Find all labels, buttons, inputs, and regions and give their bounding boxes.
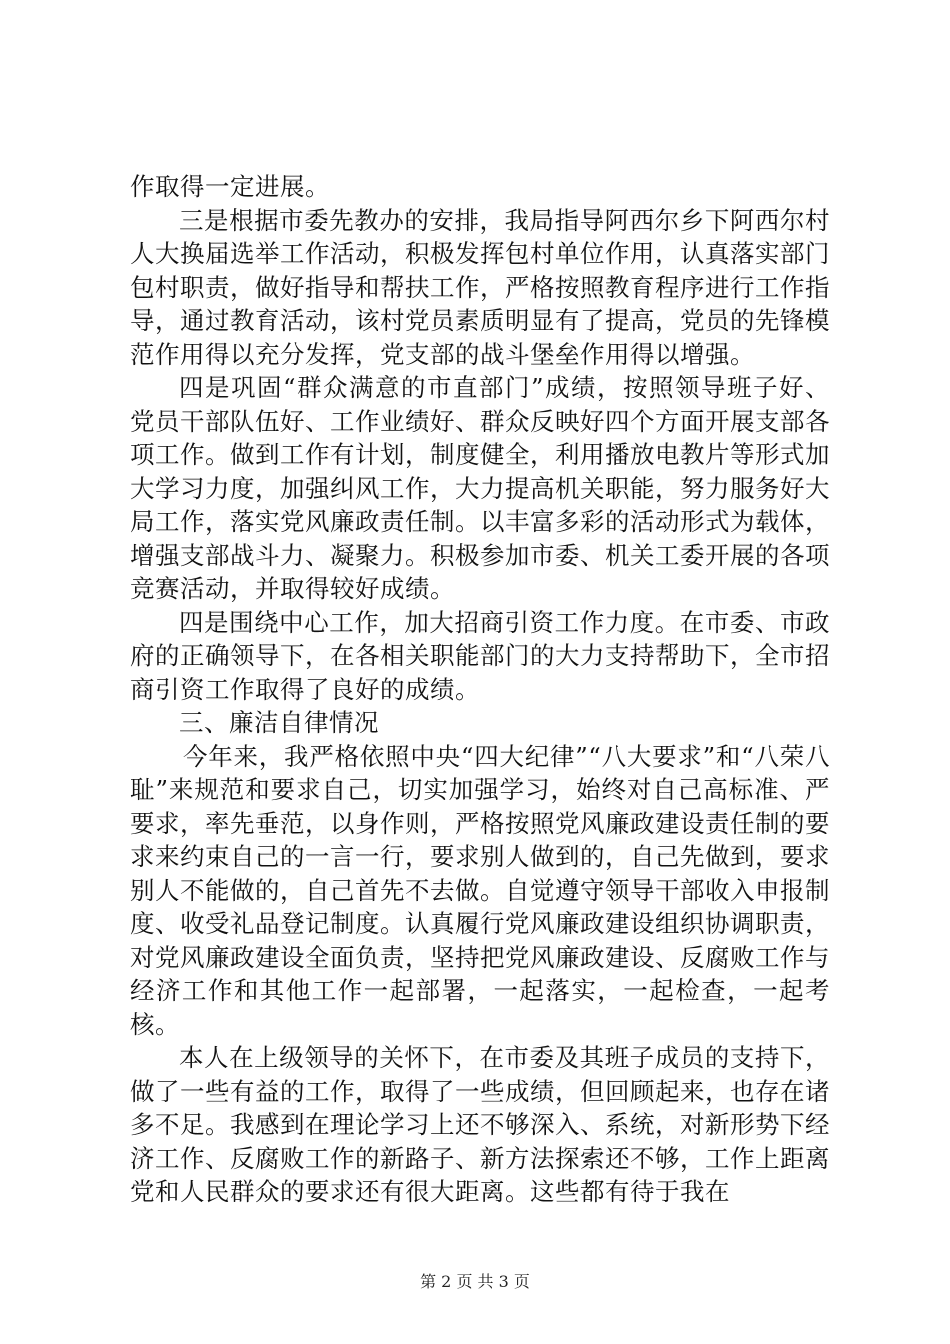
- paragraph-self-discipline: 今年来，我严格依照中央“四大纪律”“八大要求”和“八荣八耻”来规范和要求自己，切实加强学习，始终对自己高标准、严要求，率先垂范，以身作则，严格按照党风廉政建设责任制的要求来约束自己的一言一行，要求别人做到的，自己先做到，要求别人不能做的，自己首先不去做。自觉遵守领导干部收入申报制度、收受礼品登记制度。认真履行党风廉政建设组织协调职责，对党风廉政建设全面负责，坚持把党风廉政建设、反腐败工作与经济工作和其他工作一起部署，一起落实，一起检查，一起考核。: [130, 741, 830, 1039]
- document-body: [130, 170, 830, 1209]
- paragraph-item-four-b: 四是围绕中心工作，加大招商引资工作力度。在市委、市政府的正确领导下，在各相关职能部门的大力支持帮助下，全市招商引资工作取得了良好的成绩。: [130, 607, 830, 704]
- paragraph-summary: 本人在上级领导的关怀下，在市委及其班子成员的支持下，做了一些有益的工作，取得了一些成绩，但回顾起来，也存在诸多不足。我感到在理论学习上还不够深入、系统，对新形势下经济工作、反腐败工作的新路子、新方法探索还不够，工作上距离党和人民群众的要求还有很大距离。这些都有待于我在: [130, 1043, 830, 1206]
- page-footer: 第 2 页 共 3 页: [420, 1272, 530, 1291]
- section-heading: 三、廉洁自律情况: [179, 708, 379, 737]
- paragraph-item-three: 三是根据市委先教办的安排，我局指导阿西尔乡下阿西尔村人大换届选举工作活动，积极发挥包村单位作用，认真落实部门包村职责，做好指导和帮扶工作，严格按照教育程序进行工作指导，通过教育活动，该村党员素质明显有了提高，党员的先锋模范作用得以充分发挥，党支部的战斗堡垒作用得以增强。: [130, 205, 830, 369]
- paragraph-continuation: 作取得一定进展。: [130, 172, 330, 201]
- paragraph-item-four-a: 四是巩固“群众满意的市直部门”成绩，按照领导班子好、党员干部队伍好、工作业绩好、群众反映好四个方面开展支部各项工作。做到工作有计划，制度健全，利用播放电教片等形式加大学习力度，加强纠风工作，大力提高机关职能，努力服务好大局工作，落实党风廉政责任制。以丰富多彩的活动形式为载体，增强支部战斗力、凝聚力。积极参加市委、机关工委开展的各项竞赛活动，并取得较好成绩。: [130, 373, 830, 603]
